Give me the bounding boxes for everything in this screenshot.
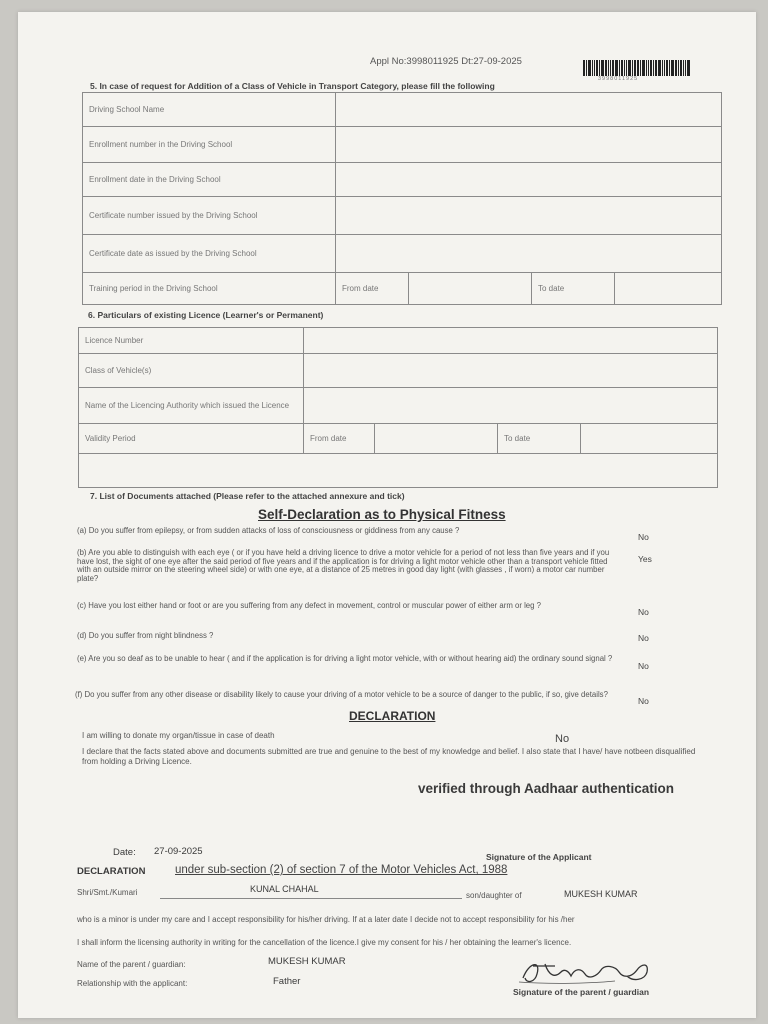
question-f: (f) Do you suffer from any other disease or disability likely to cause your driving of a motor vehicle to be a source of danger to the public, if so, give details? xyxy=(75,690,608,699)
barcode xyxy=(583,60,691,76)
name-underline xyxy=(160,898,462,899)
relationship-label: Relationship with the applicant: xyxy=(77,979,188,988)
row-label: Certificate date as issued by the Driving School xyxy=(83,235,336,273)
barcode-bar xyxy=(615,60,618,76)
organ-donation-text: I am willing to donate my organ/tissue in case of death xyxy=(82,731,275,740)
barcode-bar xyxy=(640,60,641,76)
driving-school-name-field[interactable] xyxy=(336,93,722,127)
answer-a: No xyxy=(638,532,649,542)
barcode-bar xyxy=(624,60,625,76)
barcode-bar xyxy=(610,60,611,76)
applicant-signature-label: Signature of the Applicant xyxy=(486,852,592,862)
barcode-bar xyxy=(583,60,585,76)
barcode-bar xyxy=(596,60,598,76)
relationship-value: Father xyxy=(273,976,301,987)
barcode-bar xyxy=(653,60,654,76)
validity-from-date-field[interactable] xyxy=(375,424,498,454)
barcode-text: 3998011925 xyxy=(598,76,639,82)
row-label: Driving School Name xyxy=(83,93,336,127)
declaration-title: DECLARATION xyxy=(349,709,436,723)
barcode-bar xyxy=(626,60,627,76)
barcode-bar xyxy=(601,60,604,76)
barcode-bar xyxy=(619,60,620,76)
barcode-bar xyxy=(685,60,686,76)
barcode-bar xyxy=(621,60,623,76)
barcode-bar xyxy=(642,60,645,76)
answer-e: No xyxy=(638,661,649,671)
barcode-bar xyxy=(658,60,661,76)
to-date-label: To date xyxy=(498,424,581,454)
guardian-consent-text: I shall inform the licensing authority in writing for the cancellation of the licence.I give my consent for his / her obtaining the learner's licence. xyxy=(77,938,572,947)
row-label: Class of Vehicle(s) xyxy=(79,354,304,388)
shri-label: Shri/Smt./Kumari xyxy=(77,888,138,897)
barcode-bar xyxy=(678,60,679,76)
declaration-text: I declare that the facts stated above and documents submitted are true and genuine to the best of my knowledge and belief. I also state that I have/ have notbeen disqualified from holding a Driving Licence. xyxy=(82,747,696,766)
certificate-number-field[interactable] xyxy=(336,197,722,235)
barcode-bar xyxy=(594,60,595,76)
barcode-bar xyxy=(671,60,674,76)
barcode-bar xyxy=(664,60,665,76)
applicant-name: KUNAL CHAHAL xyxy=(250,884,319,894)
barcode-bar xyxy=(605,60,607,76)
licence-number-field[interactable] xyxy=(304,328,718,354)
answer-c: No xyxy=(638,607,649,617)
enrollment-date-field[interactable] xyxy=(336,163,722,197)
parent-name: MUKESH KUMAR xyxy=(564,889,638,899)
son-daughter-label: son/daughter of xyxy=(466,891,522,900)
row-label: Training period in the Driving School xyxy=(83,273,336,305)
answer-f: No xyxy=(638,696,649,706)
guardian-signature-label: Signature of the parent / guardian xyxy=(513,987,650,997)
barcode-bar xyxy=(662,60,663,76)
from-date-label: From date xyxy=(304,424,375,454)
guardian-signature-scribble xyxy=(515,954,660,988)
barcode-bar xyxy=(586,60,587,76)
barcode-bar xyxy=(680,60,682,76)
answer-d: No xyxy=(638,633,649,643)
guardian-declaration-text: under sub-section (2) of section 7 of the Motor Vehicles Act, 1988 xyxy=(175,864,508,876)
barcode-bar xyxy=(666,60,668,76)
application-number: Appl No:3998011925 Dt:27-09-2025 xyxy=(370,56,522,67)
barcode-bar xyxy=(675,60,677,76)
barcode-bar xyxy=(628,60,631,76)
section6-heading: 6. Particulars of existing Licence (Learner's or Permanent) xyxy=(88,310,324,320)
row-label: Enrollment date in the Driving School xyxy=(83,163,336,197)
question-c: (c) Have you lost either hand or foot or are you suffering from any defect in movement, control or muscular power of either arm or leg ? xyxy=(77,601,541,610)
from-date-label: From date xyxy=(336,273,409,305)
question-e: (e) Are you so deaf as to be unable to hear ( and if the application is for driving a light motor vehicle, with or without hearing aid) the ordinary sound signal ? xyxy=(77,654,613,663)
guardian-name-label: Name of the parent / guardian: xyxy=(77,960,186,969)
answer-b: Yes xyxy=(638,554,652,564)
row-label: Name of the Licencing Authority which issued the Licence xyxy=(79,388,304,424)
barcode-bar xyxy=(632,60,633,76)
barcode-bar xyxy=(683,60,684,76)
licencing-authority-field[interactable] xyxy=(304,388,718,424)
training-from-date-field[interactable] xyxy=(409,273,532,305)
barcode-bar xyxy=(655,60,657,76)
training-to-date-field[interactable] xyxy=(615,273,722,305)
barcode-bar xyxy=(588,60,591,76)
barcode-bar xyxy=(612,60,614,76)
barcode-bar xyxy=(648,60,649,76)
section5-table xyxy=(82,92,722,305)
guardian-responsibility-text: who is a minor is under my care and I accept responsibility for his/her driving. If at a later date I decide not to accept responsibility for his /her xyxy=(77,915,575,924)
barcode-bar xyxy=(669,60,670,76)
barcode-bar xyxy=(592,60,593,76)
fitness-title: Self-Declaration as to Physical Fitness xyxy=(258,507,506,522)
date-value: 27-09-2025 xyxy=(154,846,203,857)
guardian-name: MUKESH KUMAR xyxy=(268,956,346,967)
barcode-bar xyxy=(608,60,609,76)
row-label: Validity Period xyxy=(79,424,304,454)
guardian-declaration-label: DECLARATION xyxy=(77,866,146,877)
aadhaar-verified-text: verified through Aadhaar authentication xyxy=(418,781,675,796)
barcode-bar xyxy=(637,60,639,76)
barcode-bar xyxy=(687,60,690,76)
barcode-bar xyxy=(646,60,647,76)
barcode-bar xyxy=(599,60,600,76)
row-label: Enrollment number in the Driving School xyxy=(83,127,336,163)
section5-heading: 5. In case of request for Addition of a Class of Vehicle in Transport Category, please fill the following xyxy=(90,81,495,91)
row-label: Certificate number issued by the Driving School xyxy=(83,197,336,235)
certificate-date-field[interactable] xyxy=(336,235,722,273)
to-date-label: To date xyxy=(532,273,615,305)
validity-to-date-field[interactable] xyxy=(581,424,718,454)
section7-heading: 7. List of Documents attached (Please refer to the attached annexure and tick) xyxy=(90,491,405,501)
question-b: (b) Are you able to distinguish with each eye ( or if you have held a driving licence to drive a motor vehicle for a period of not less than five years and if you have lost, the sight of one eye after the said period of five years and if the application is for driving a light motor vehicle other than a transport vehicle fitted with an outside mirror on the steering wheel side) or with one eye, at a distance of 25 metres in good day light (with glasses , if worn) a motor car number plate? xyxy=(77,548,610,583)
row-label: Licence Number xyxy=(79,328,304,354)
section6-table xyxy=(78,327,718,488)
enrollment-number-field[interactable] xyxy=(336,127,722,163)
question-d: (d) Do you suffer from night blindness ? xyxy=(77,631,214,640)
barcode-bar xyxy=(650,60,652,76)
barcode-bar xyxy=(634,60,636,76)
question-a: (a) Do you suffer from epilepsy, or from sudden attacks of loss of consciousness or giddiness from any cause ? xyxy=(77,526,460,535)
vehicle-class-field[interactable] xyxy=(304,354,718,388)
extra-row xyxy=(79,454,718,488)
organ-donation-answer: No xyxy=(555,733,570,745)
date-label: Date: xyxy=(113,847,136,858)
